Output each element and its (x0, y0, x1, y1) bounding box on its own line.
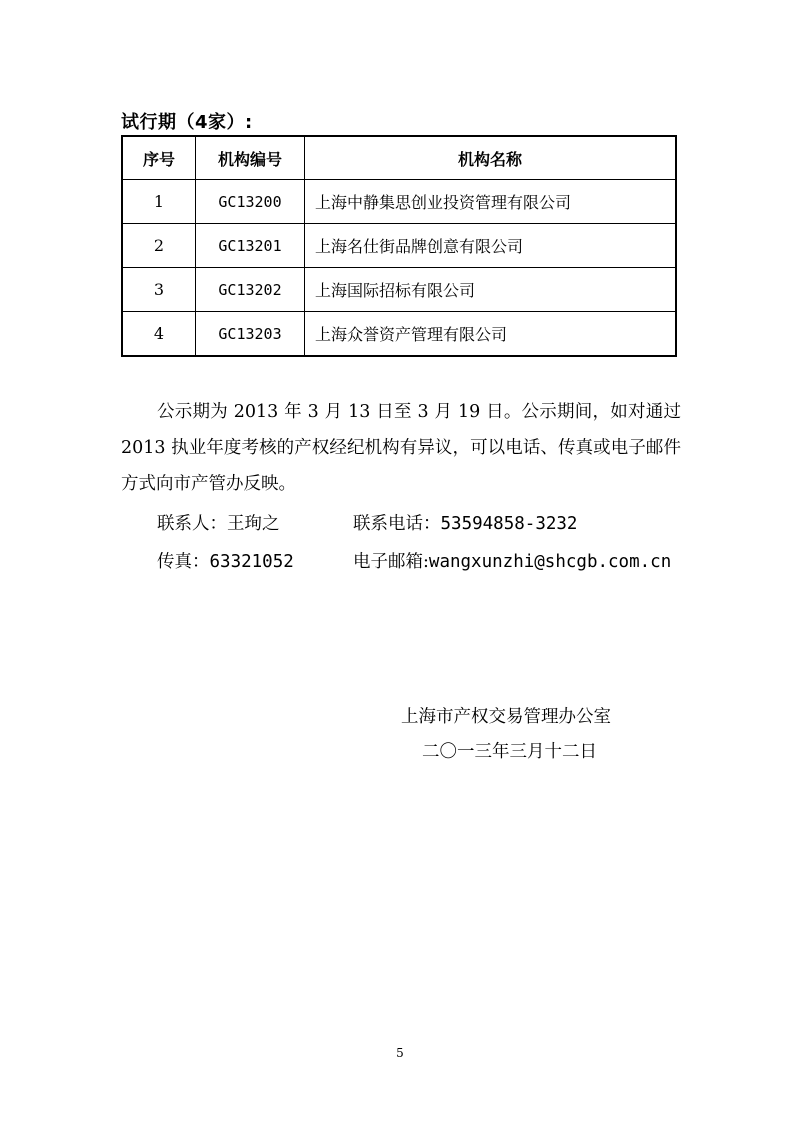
table-row (122, 224, 676, 268)
email-label: 电子邮箱: (353, 552, 429, 572)
contact-person: 王珣之 (227, 514, 280, 534)
section-heading: 试行期（4家）: (121, 112, 253, 133)
email-address: wangxunzhi@shcgb.com.cn (428, 552, 672, 572)
signature-date: 二〇一三年三月十二日 (422, 742, 597, 762)
fax-label: 传真： (157, 552, 210, 572)
contact-person-label: 联系人： (157, 514, 227, 534)
email-group (353, 547, 671, 577)
row-name: 上海中静集思创业投资管理有限公司 (305, 180, 677, 224)
notice-paragraph: 公示期为 2013 年 3 月 13 日至 3 月 19 日。公示期间，如对通过 2013 执业年度考核的产权经纪机构有异议，可以电话、传真或电子邮件方式向市产管办反映。 (121, 402, 681, 494)
row-seq: 2 (122, 224, 196, 268)
phone-number: 53594858-3232 (440, 514, 578, 534)
phone-group (353, 509, 577, 539)
fax-number: 63321052 (209, 552, 294, 572)
row-seq: 4 (122, 312, 196, 357)
header-name: 机构名称 (305, 136, 677, 180)
row-seq: 3 (122, 268, 196, 312)
row-name: 上海众誉资产管理有限公司 (305, 312, 677, 357)
table-row (122, 180, 676, 224)
phone-label: 联系电话： (353, 514, 441, 534)
row-code: GC13203 (196, 312, 305, 357)
row-name: 上海名仕街品牌创意有限公司 (305, 224, 677, 268)
header-code: 机构编号 (196, 136, 305, 180)
contact-line-2 (157, 547, 672, 577)
row-code: GC13200 (196, 180, 305, 224)
institution-table (121, 135, 677, 357)
signature-office: 上海市产权交易管理办公室 (401, 707, 611, 727)
row-code: GC13202 (196, 268, 305, 312)
row-code: GC13201 (196, 224, 305, 268)
table-row (122, 268, 676, 312)
table-row (122, 312, 676, 357)
row-seq: 1 (122, 180, 196, 224)
header-seq: 序号 (122, 136, 196, 180)
contact-line-1 (157, 509, 578, 539)
row-name: 上海国际招标有限公司 (305, 268, 677, 312)
table-header-row (122, 136, 676, 180)
page-number: 5 (396, 1046, 404, 1060)
